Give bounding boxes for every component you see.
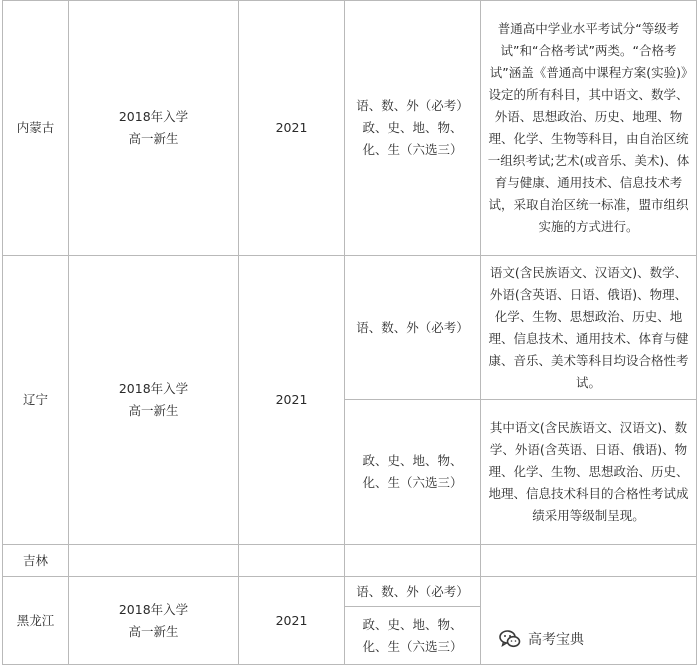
province-cell: 吉林 (3, 545, 69, 577)
province-cell: 辽宁 (3, 256, 69, 545)
description-cell: 其中语文(含民族语文、汉语文)、数学、外语(含英语、日语、俄语)、物理、化学、生物、思想政治、历史、地理、信息技术科目的合格性考试成绩采用等级制呈现。 (481, 400, 697, 545)
watermark (494, 625, 588, 653)
cohort-cell (69, 256, 239, 545)
description-cell (481, 545, 697, 577)
province-cell: 内蒙古 (3, 1, 69, 256)
year-cell (239, 545, 345, 577)
year-cell: 2021 (239, 1, 345, 256)
watermark-text: 高考宝典 (528, 632, 584, 648)
description-cell: 语文(含民族语文、汉语文)、数学、外语(含英语、日语、俄语)、物理、化学、生物、思想政治、历史、地理、信息技术、通用技术、体育与健康、音乐、美术等科目均设合格性考试。 (481, 256, 697, 400)
description-cell: 普通高中学业水平考试分“等级考试”和“合格考试”两类。“合格考试”涵盖《普通高中课程方案(实验)》设定的所有科目，其中语文、数学、外语、思想政治、历史、地理、物理、化学、生物等科目，由自治区统一组织考试;艺术(或音乐、美术)、体育与健康、通用技术、信息技术考试，采取自治区统一标准，盟市组织实施的方式进行。 (481, 1, 697, 256)
table-row-liaoning-top (3, 256, 697, 400)
table-row-inner-mongolia (3, 1, 697, 256)
subjects-cell: 政、史、地、物、化、生（六选三） (345, 400, 481, 545)
subjects-cell (345, 545, 481, 577)
subjects-cell: 语、数、外（必考） (345, 256, 481, 400)
cohort-cell (69, 1, 239, 256)
wechat-icon (498, 627, 522, 651)
cohort-line-1: 2018年入学 (118, 381, 189, 396)
cohort-line-1: 2018年入学 (118, 601, 189, 617)
subjects-cell: 语、数、外（必考）政、史、地、物、化、生（六选三） (345, 1, 481, 256)
cohort-line-2: 高一新生 (128, 131, 179, 146)
province-cell: 黑龙江 (3, 577, 69, 665)
cohort-line-1: 2018年入学 (118, 109, 189, 124)
subjects-cell: 语、数、外（必考） (345, 577, 481, 607)
table-row-jilin (3, 545, 697, 577)
reform-table (2, 0, 697, 665)
cohort-line-2: 高一新生 (128, 623, 179, 639)
cohort-cell (69, 545, 239, 577)
subjects-cell: 政、史、地、物、化、生（六选三） (345, 607, 481, 665)
year-cell: 2021 (239, 577, 345, 665)
cohort-line-2: 高一新生 (128, 403, 179, 418)
table-row-heilongjiang-top (3, 577, 697, 607)
cohort-cell (69, 577, 239, 665)
year-cell: 2021 (239, 256, 345, 545)
